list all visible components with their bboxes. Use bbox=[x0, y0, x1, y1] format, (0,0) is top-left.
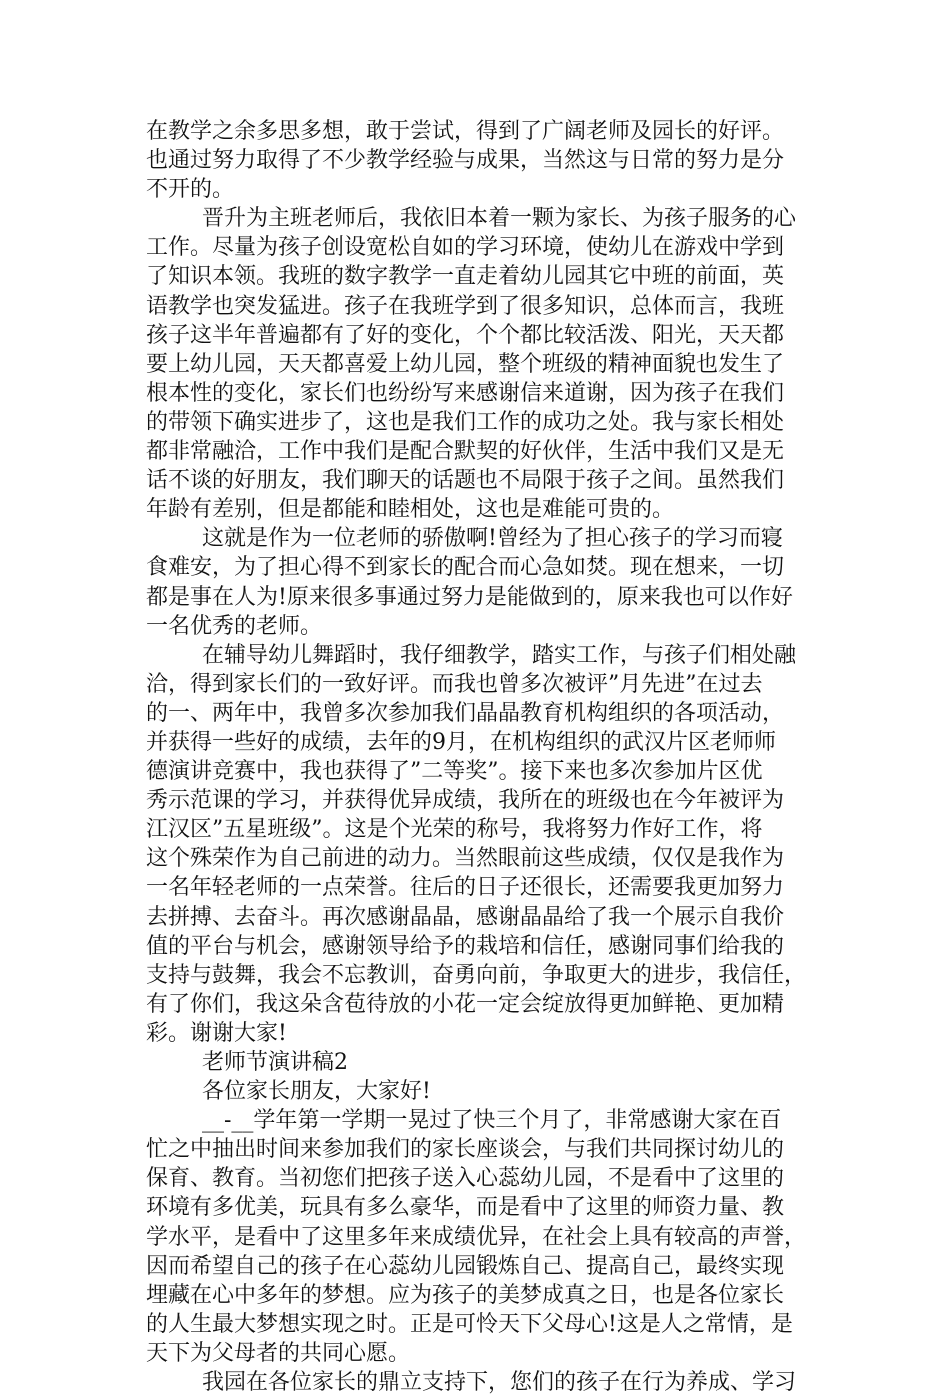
text-line: 在辅导幼儿舞蹈时，我仔细教学，踏实工作，与孩子们相处融 bbox=[202, 642, 797, 668]
text-line: 也通过努力取得了不少教学经验与成果，当然这与日常的努力是分 bbox=[146, 148, 785, 174]
text-line: 有了你们，我这朵含苞待放的小花一定会绽放得更加鲜艳、更加精 bbox=[146, 991, 785, 1017]
text-line: 洽，得到家长们的一致好评。而我也曾多次被评”月先进”在过去 bbox=[146, 671, 763, 697]
text-line: __-__学年第一学期一晃过了快三个月了，非常感谢大家在百 bbox=[202, 1108, 782, 1134]
text-line: 了知识本领。我班的数字教学一直走着幼儿园其它中班的前面，英 bbox=[146, 264, 785, 290]
text-line: 彩。谢谢大家! bbox=[146, 1020, 287, 1046]
text-line: 的人生最大梦想实现之时。正是可怜天下父母心!这是人之常情，是 bbox=[146, 1311, 793, 1337]
text-line: 一名年轻老师的一点荣誉。往后的日子还很长，还需要我更加努力 bbox=[146, 875, 785, 901]
text-line: 各位家长朋友，大家好! bbox=[202, 1079, 431, 1105]
text-line: 去拼搏、去奋斗。再次感谢晶晶，感谢晶晶给了我一个展示自我价 bbox=[146, 904, 785, 930]
text-line: 的带领下确实进步了，这也是我们工作的成功之处。我与家长相处 bbox=[146, 409, 785, 435]
text-line: 老师节演讲稿2 bbox=[202, 1050, 348, 1075]
text-line: 因而希望自己的孩子在心蕊幼儿园锻炼自己、提高自己，最终实现 bbox=[146, 1253, 785, 1279]
text-line: 忙之中抽出时间来参加我们的家长座谈会，与我们共同探讨幼儿的 bbox=[146, 1137, 785, 1163]
text-line: 并获得一些好的成绩，去年的9月，在机构组织的武汉片区老师师 bbox=[146, 729, 776, 755]
text-line: 秀示范课的学习，并获得优异成绩，我所在的班级也在今年被评为 bbox=[146, 788, 785, 814]
document-body bbox=[146, 117, 818, 1397]
text-line: 这个殊荣作为自己前进的动力。当然眼前这些成绩，仅仅是我作为 bbox=[146, 846, 785, 872]
text-line: 根本性的变化，家长们也纷纷写来感谢信来道谢，因为孩子在我们 bbox=[146, 380, 785, 406]
text-line: 工作。尽量为孩子创设宽松自如的学习环境，使幼儿在游戏中学到 bbox=[146, 235, 785, 261]
text-line: 食难安，为了担心得不到家长的配合而心急如焚。现在想来，一切 bbox=[146, 555, 785, 581]
text-line: 在教学之余多思多想，敢于尝试，得到了广阔老师及园长的好评。 bbox=[146, 119, 785, 144]
text-line: 话不谈的好朋友，我们聊天的话题也不局限于孩子之间。虽然我们 bbox=[146, 468, 785, 494]
text-line: 要上幼儿园，天天都喜爱上幼儿园，整个班级的精神面貌也发生了 bbox=[146, 351, 785, 377]
text-line: 值的平台与机会，感谢领导给予的栽培和信任，感谢同事们给我的 bbox=[146, 933, 785, 959]
text-line: 语教学也突发猛进。孩子在我班学到了很多知识，总体而言，我班 bbox=[146, 293, 785, 319]
text-line: 德演讲竞赛中，我也获得了”二等奖”。接下来也多次参加片区优 bbox=[146, 759, 763, 785]
text-line: 晋升为主班老师后，我依旧本着一颗为家长、为孩子服务的心 bbox=[202, 206, 797, 232]
text-line: 保育、教育。当初您们把孩子送入心蕊幼儿园，不是看中了这里的 bbox=[146, 1166, 785, 1192]
text-line: 都非常融洽，工作中我们是配合默契的好伙伴，生活中我们又是无 bbox=[146, 439, 785, 465]
text-line: 都是事在人为!原来很多事通过努力是能做到的，原来我也可以作好 bbox=[146, 584, 793, 610]
text-line: 一名优秀的老师。 bbox=[146, 613, 323, 639]
text-line: 我园在各位家长的鼎立支持下，您们的孩子在行为养成、学习 bbox=[202, 1370, 797, 1396]
text-line: 江汉区”五星班级”。这是个光荣的称号，我将努力作好工作，将 bbox=[146, 817, 763, 843]
text-line: 环境有多优美，玩具有多么豪华，而是看中了这里的师资力量、教 bbox=[146, 1195, 785, 1221]
text-line: 的一、两年中，我曾多次参加我们晶晶教育机构组织的各项活动， bbox=[146, 700, 785, 726]
text-line: 这就是作为一位老师的骄傲啊!曾经为了担心孩子的学习而寝 bbox=[202, 526, 783, 552]
text-line: 学水平，是看中了这里多年来成绩优异，在社会上具有较高的声誉， bbox=[146, 1224, 807, 1250]
text-line: 孩子这半年普遍都有了好的变化，个个都比较活泼、阳光，天天都 bbox=[146, 322, 785, 348]
text-line: 天下为父母者的共同心愿。 bbox=[146, 1340, 411, 1366]
text-line: 支持与鼓舞，我会不忘教训，奋勇向前，争取更大的进步，我信任， bbox=[146, 962, 807, 988]
text-line: 埋藏在心中多年的梦想。应为孩子的美梦成真之日，也是各位家长 bbox=[146, 1282, 785, 1308]
text-line: 不开的。 bbox=[146, 177, 235, 203]
text-line: 年龄有差别，但是都能和睦相处，这也是难能可贵的。 bbox=[146, 497, 675, 523]
